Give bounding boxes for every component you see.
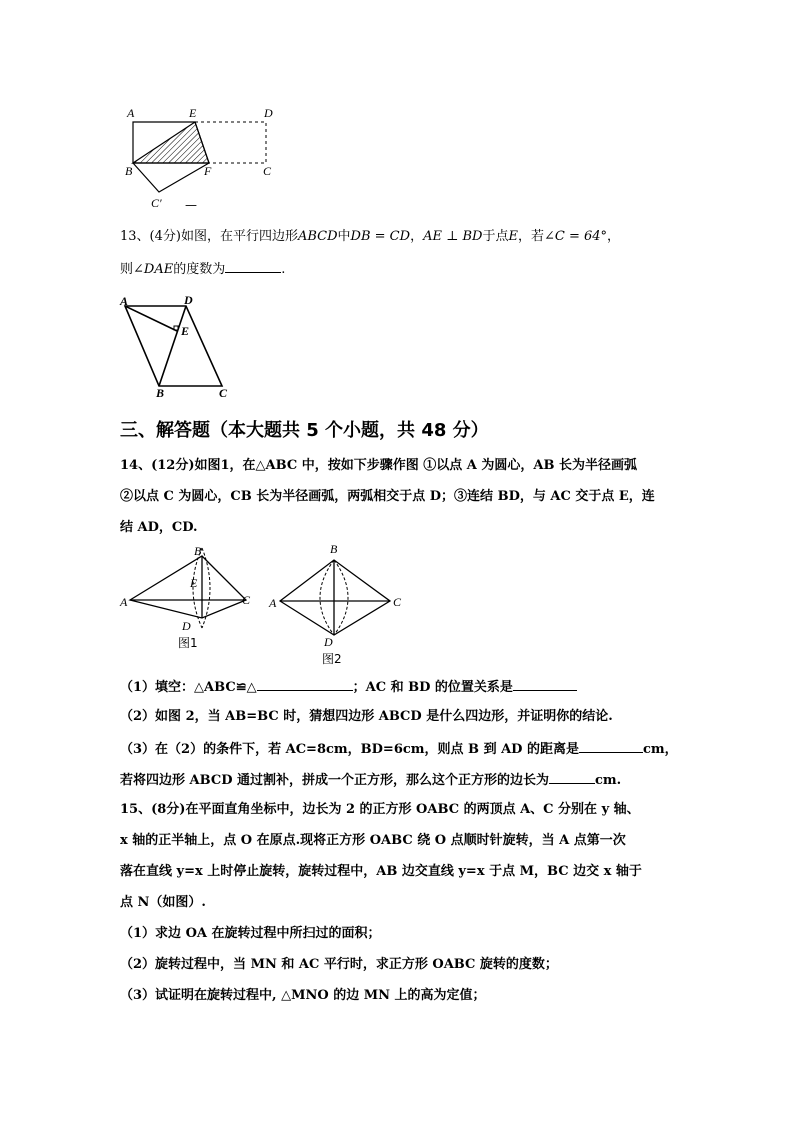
label-D: D	[182, 619, 191, 633]
figure-13-parallelogram	[116, 294, 236, 400]
label-E: E	[181, 324, 190, 338]
label-B: B	[194, 544, 202, 558]
label-A: A	[120, 294, 129, 308]
figure-12-folded-rectangle	[118, 100, 288, 220]
label-C: C	[242, 593, 251, 607]
q14-side-blank[interactable]	[549, 771, 595, 784]
fig2-caption: 图2	[322, 652, 342, 666]
figure-14-fig1	[116, 540, 266, 660]
q15-sub2: （2）旋转过程中，当 MN 和 AC 平行时，求正方形 OABC 旋转的度数；	[120, 957, 558, 972]
q14-line1: 14、(12分)如图1，在△ABC 中，按如下步骤作图 ①以点 A 为圆心，AB 长为半径画弧	[120, 458, 637, 473]
q13-line2: 则∠DAE的度数为 .	[120, 262, 286, 277]
fig1-caption: 图1	[178, 636, 198, 650]
q14-line2: ②以点 C 为圆心，CB 长为半径画弧，两弧相交于点 D；③连结 BD，与 AC 交于点 E，连	[120, 489, 655, 504]
figure-14-fig2	[262, 538, 412, 670]
label-B: B	[330, 542, 338, 556]
q14-sub3-line2: 若将四边形 ABCD 通过割补，拼成一个正方形，那么这个正方形的边长为 cm.	[120, 773, 622, 788]
q14-congruent-blank[interactable]	[257, 678, 353, 691]
q14-distance-blank[interactable]	[579, 740, 643, 753]
label-A: A	[269, 596, 277, 610]
label-B: B	[125, 164, 133, 178]
parallelogram-abcd	[125, 306, 222, 386]
label-C-prime: C′	[151, 196, 162, 210]
folded-edges	[133, 163, 209, 192]
q13-line1: 13、(4分)如图，在平行四边形ABCD中DB = CD，AE ⊥ BD于点E，若∠C = 64°，	[120, 229, 621, 244]
arc-right	[334, 560, 348, 635]
label-E: E	[189, 106, 197, 120]
q14-sub1: （1）填空：△ABC≌△ ；AC 和 BD 的位置关系是	[120, 678, 577, 696]
label-F: F	[204, 164, 212, 178]
section-heading: 三、解答题（本大题共 5 个小题，共 48 分）	[120, 420, 489, 441]
label-C: C	[219, 386, 228, 400]
q14-relation-blank[interactable]	[513, 678, 577, 691]
q14-sub3-line1: （3）在（2）的条件下，若 AC=8cm，BD=6cm，则点 B 到 AD 的距离是 cm，	[120, 742, 678, 757]
label-A: A	[120, 595, 128, 609]
arc-left	[320, 560, 334, 635]
q14-sub2: （2）如图 2，当 AB=BC 时，猜想四边形 ABCD 是什么四边形，并证明你的结论.	[120, 709, 613, 724]
label-B: B	[156, 386, 165, 400]
q15-line2: x 轴的正半轴上，点 O 在原点.现将正方形 OABC 绕 O 点顺时针旋转，当 A 点第一次	[120, 833, 626, 848]
kite-abcd	[130, 556, 246, 618]
label-D: D	[324, 635, 333, 649]
diagonal-bd	[159, 306, 186, 386]
rhombus-abcd	[280, 560, 390, 635]
q13-answer-blank[interactable]	[225, 260, 281, 273]
q14-line3: 结 AD，CD.	[120, 520, 198, 535]
dash-mark: —	[185, 198, 197, 212]
q15-line1: 15、(8分)在平面直角坐标中，边长为 2 的正方形 OABC 的两顶点 A、C 分别在 y 轴、	[120, 802, 640, 817]
q15-line3: 落在直线 y=x 上时停止旋转，旋转过程中，AB 边交直线 y=x 于点 M，BC 边交 x 轴于	[120, 864, 642, 879]
label-C: C	[393, 595, 402, 609]
label-D: D	[184, 294, 193, 307]
label-E: E	[190, 576, 198, 590]
segment-ae	[125, 306, 177, 331]
label-D: D	[264, 106, 273, 120]
label-A: A	[127, 106, 135, 120]
q15-sub1: （1）求边 OA 在旋转过程中所扫过的面积；	[120, 926, 381, 941]
q15-sub3: （3）试证明在旋转过程中, △MNO 的边 MN 上的高为定值；	[120, 988, 486, 1003]
label-C: C	[263, 164, 272, 178]
q15-line4: 点 N（如图）.	[120, 895, 206, 910]
